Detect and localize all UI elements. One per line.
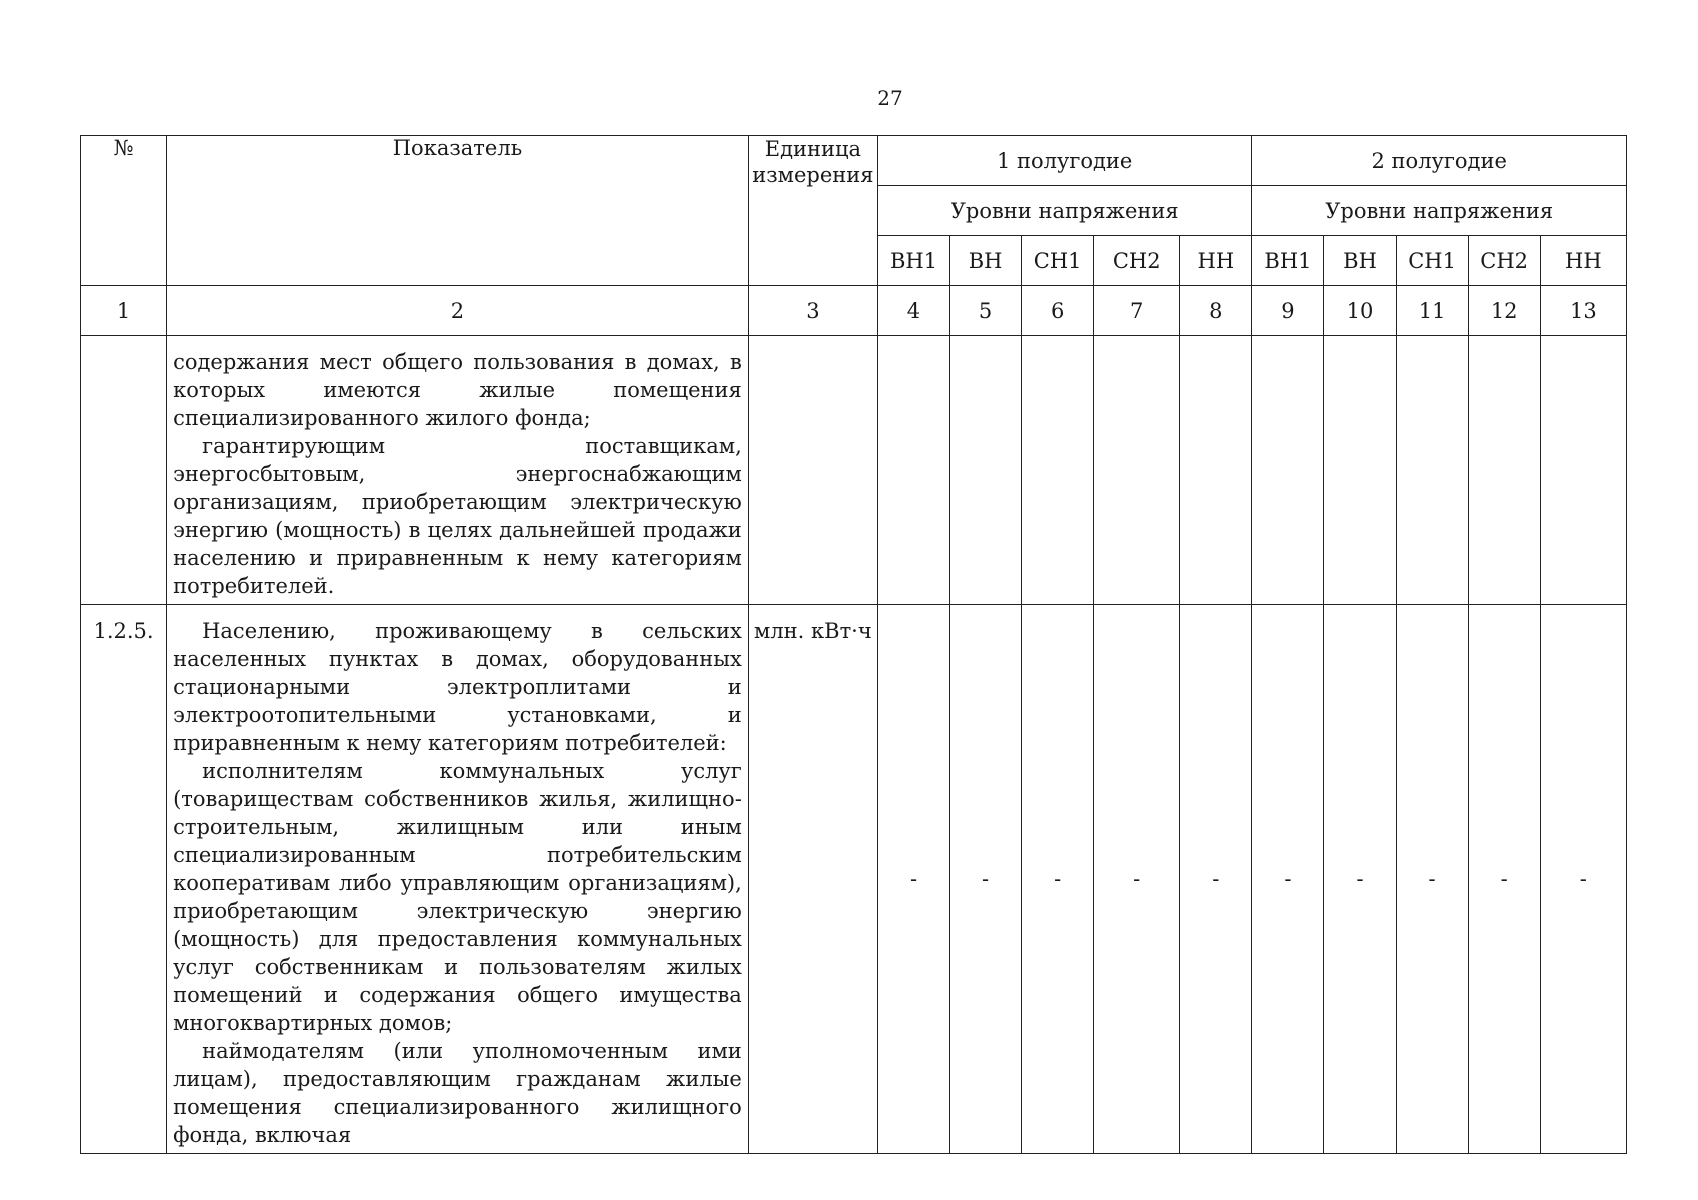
unit-cell: млн. кВт·ч xyxy=(748,605,877,1154)
page-number: 27 xyxy=(877,86,903,110)
value-cell: - xyxy=(1022,605,1094,1154)
value-cell: - xyxy=(1252,605,1324,1154)
tariff-table xyxy=(80,135,1627,1154)
column-number-row xyxy=(81,286,1627,336)
value-cell xyxy=(1252,336,1324,605)
value-cell: - xyxy=(1396,605,1468,1154)
table-row xyxy=(81,336,1627,605)
level-nn: НН xyxy=(1540,236,1626,286)
value-cell xyxy=(1324,336,1396,605)
header-unit: Единица измерения xyxy=(748,136,877,286)
value-cell xyxy=(950,336,1022,605)
column-number: 13 xyxy=(1540,286,1626,336)
value-cell xyxy=(1468,336,1540,605)
value-cell: - xyxy=(1468,605,1540,1154)
value-cell: - xyxy=(1540,605,1626,1154)
indicator-paragraph: исполнителям коммунальных услуг (товариществам собственников жилья, жилищно-строительным, жилищным или иным специализированным потребительским кооперативам либо управляющим организациям), приобретающим электрическую энергию (мощность) для предоставления коммунальных услуг собственникам и пользователям жилых помещений и содержания общего имущества многоквартирных домов; xyxy=(173,759,742,1035)
level-sn1: СН1 xyxy=(1022,236,1094,286)
header-row-1 xyxy=(81,136,1627,186)
column-number: 11 xyxy=(1396,286,1468,336)
column-number: 1 xyxy=(81,286,167,336)
value-cell xyxy=(1094,336,1180,605)
value-cell xyxy=(1022,336,1094,605)
header-half-2: 2 полугодие xyxy=(1252,136,1627,186)
level-vn: ВН xyxy=(950,236,1022,286)
column-number: 12 xyxy=(1468,286,1540,336)
table-row xyxy=(81,605,1627,1154)
column-number: 5 xyxy=(950,286,1022,336)
level-vn1: ВН1 xyxy=(877,236,949,286)
header-no: № xyxy=(81,136,167,286)
value-cell xyxy=(877,336,949,605)
column-number: 9 xyxy=(1252,286,1324,336)
indicator-paragraph: наймодателям (или уполномоченным ими лицам), предоставляющим гражданам жилые помещения специализированного жилищного фонда, включая xyxy=(173,1039,742,1147)
value-cell: - xyxy=(1094,605,1180,1154)
level-sn1: СН1 xyxy=(1396,236,1468,286)
header-voltage-levels-1: Уровни напряжения xyxy=(877,186,1251,236)
header-voltage-levels-2: Уровни напряжения xyxy=(1252,186,1627,236)
column-number: 10 xyxy=(1324,286,1396,336)
row-number xyxy=(81,336,167,605)
value-cell: - xyxy=(1180,605,1252,1154)
header-indicator: Показатель xyxy=(167,136,749,286)
column-number: 3 xyxy=(748,286,877,336)
value-cell: - xyxy=(950,605,1022,1154)
value-cell xyxy=(1540,336,1626,605)
column-number: 6 xyxy=(1022,286,1094,336)
column-number: 8 xyxy=(1180,286,1252,336)
value-cell xyxy=(1396,336,1468,605)
level-sn2: СН2 xyxy=(1094,236,1180,286)
indicator-paragraph: Населению, проживающему в сельских населенных пунктах в домах, оборудованных стационарными электроплитами и электроотопительными установками, и приравненным к нему категориям потребителей: xyxy=(173,619,742,755)
level-vn1: ВН1 xyxy=(1252,236,1324,286)
indicator-text xyxy=(167,605,749,1154)
value-cell xyxy=(1180,336,1252,605)
column-number: 4 xyxy=(877,286,949,336)
value-cell: - xyxy=(877,605,949,1154)
indicator-paragraph: гарантирующим поставщикам, энергосбытовым, энергоснабжающим организациям, приобретающим электрическую энергию (мощность) в целях дальнейшей продажи населению и приравненным к нему категориям потребителей. xyxy=(173,434,742,598)
level-nn: НН xyxy=(1180,236,1252,286)
level-vn: ВН xyxy=(1324,236,1396,286)
indicator-paragraph: содержания мест общего пользования в домах, в которых имеются жилые помещения специализированного жилого фонда; xyxy=(173,350,742,430)
header-half-1: 1 полугодие xyxy=(877,136,1251,186)
column-number: 7 xyxy=(1094,286,1180,336)
value-cell: - xyxy=(1324,605,1396,1154)
indicator-text xyxy=(167,336,749,605)
row-number: 1.2.5. xyxy=(81,605,167,1154)
level-sn2: СН2 xyxy=(1468,236,1540,286)
column-number: 2 xyxy=(167,286,749,336)
unit-cell xyxy=(748,336,877,605)
